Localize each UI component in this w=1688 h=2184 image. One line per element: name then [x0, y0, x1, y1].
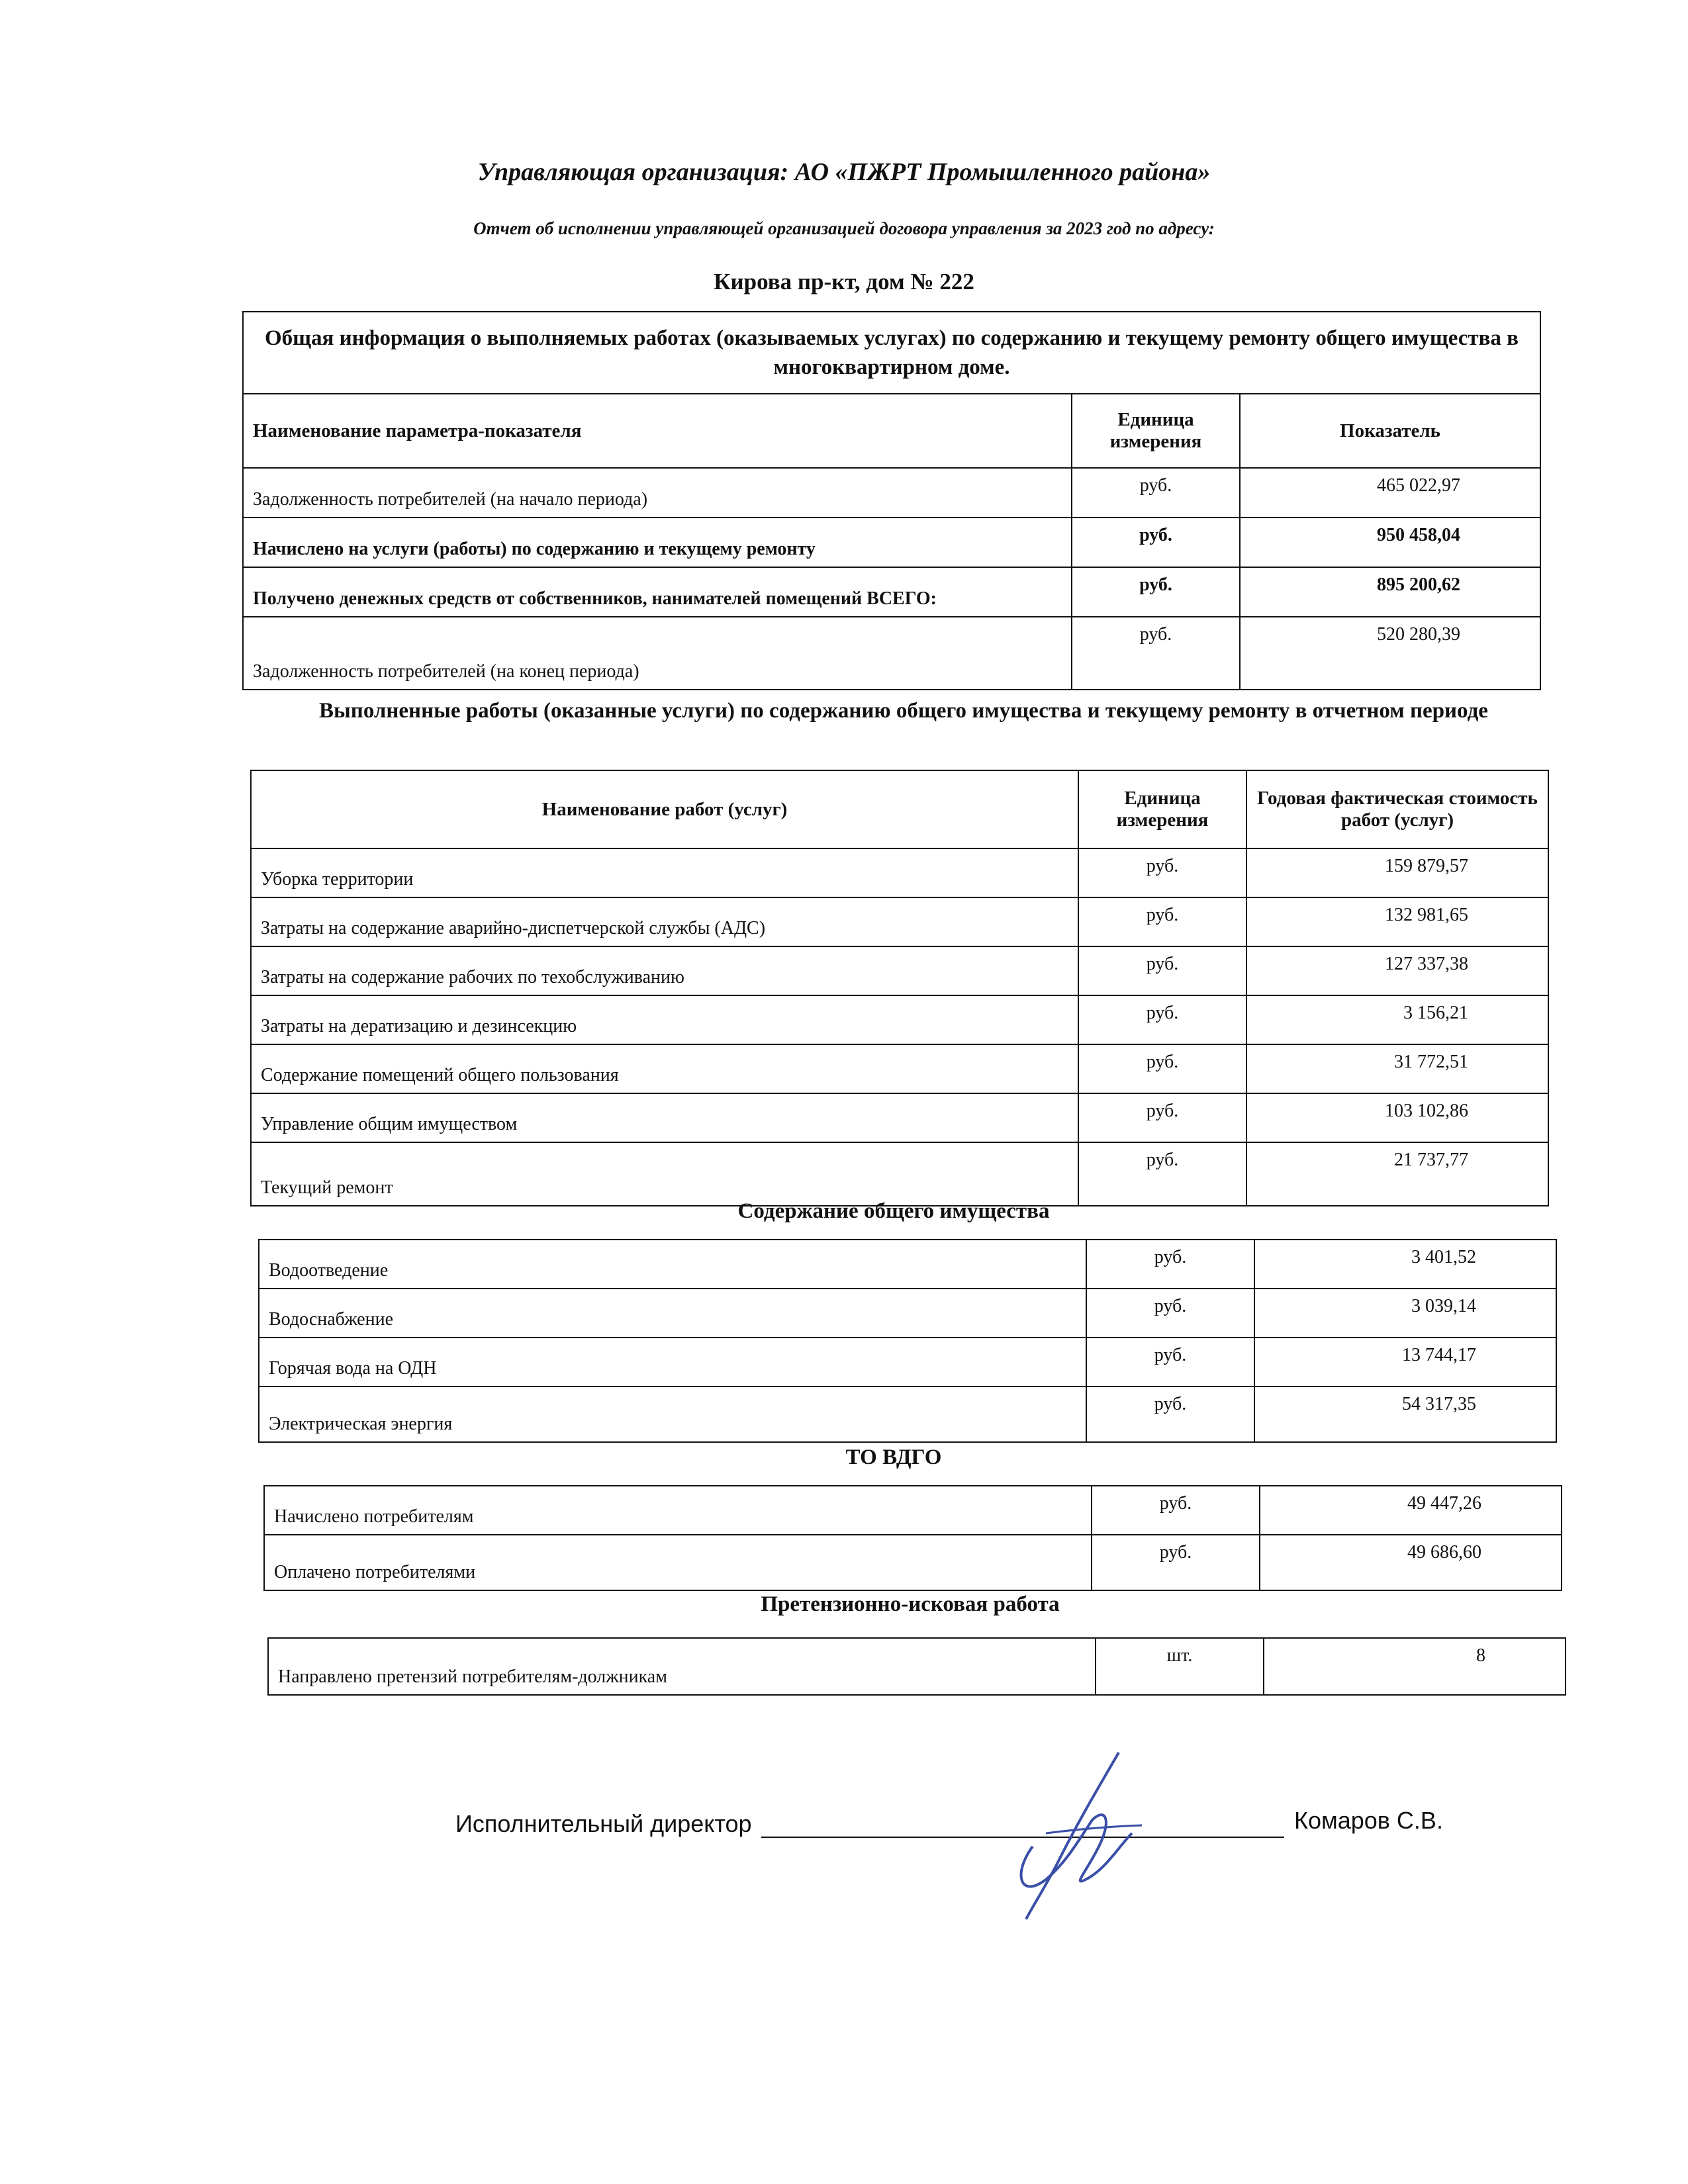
- row-unit: руб.: [1086, 1240, 1254, 1289]
- table-row: [243, 617, 1540, 690]
- table-row: [243, 518, 1540, 567]
- row-name: Получено денежных средств от собственников, нанимателей помещений ВСЕГО:: [243, 567, 1072, 617]
- row-value: 8: [1264, 1638, 1566, 1695]
- table-row: [259, 1289, 1556, 1338]
- signatory-position: Исполнительный директор: [455, 1810, 752, 1837]
- row-value: 895 200,62: [1240, 567, 1540, 617]
- general-info-caption: Общая информация о выполняемых работах (оказываемых услугах) по содержанию и текущему ремонту общего имущества в многоквартирном доме.: [243, 312, 1540, 394]
- row-unit: руб.: [1086, 1338, 1254, 1387]
- signature-block: [0, 1800, 1688, 1906]
- row-name: Уборка территории: [251, 848, 1078, 897]
- row-unit: руб.: [1086, 1387, 1254, 1442]
- table-row: [264, 1535, 1562, 1590]
- table-row: [251, 1044, 1548, 1093]
- row-value: 21 737,77: [1246, 1142, 1548, 1206]
- row-name: Горячая вода на ОДН: [259, 1338, 1086, 1387]
- row-name: Затраты на содержание рабочих по техобслуживанию: [251, 946, 1078, 995]
- column-header-annual-cost: Годовая фактическая стоимость работ (услуг): [1246, 770, 1548, 848]
- row-name: Направлено претензий потребителям-должникам: [268, 1638, 1096, 1695]
- row-value: 127 337,38: [1246, 946, 1548, 995]
- row-value: 3 401,52: [1254, 1240, 1556, 1289]
- row-value: 3 156,21: [1246, 995, 1548, 1044]
- row-value: 13 744,17: [1254, 1338, 1556, 1387]
- column-header-parameter: Наименование параметра-показателя: [243, 394, 1072, 468]
- row-unit: руб.: [1086, 1289, 1254, 1338]
- table-row: [251, 946, 1548, 995]
- row-unit: руб.: [1092, 1535, 1260, 1590]
- table-row: [259, 1240, 1556, 1289]
- row-value: 159 879,57: [1246, 848, 1548, 897]
- row-name: Оплачено потребителями: [264, 1535, 1092, 1590]
- row-name: Задолженность потребителей (на начало периода): [243, 468, 1072, 518]
- works-heading: Выполненные работы (оказанные услуги) по содержанию общего имущества и текущему ремонту в отчетном периоде: [319, 699, 1488, 723]
- report-title: Отчет об исполнении управляющей организацией договора управления за 2023 год по адресу:: [473, 218, 1215, 238]
- row-unit: руб.: [1072, 567, 1240, 617]
- row-value: 520 280,39: [1240, 617, 1540, 690]
- row-unit: руб.: [1072, 468, 1240, 518]
- row-name: Затраты на содержание аварийно-диспетчерской службы (АДС): [251, 897, 1078, 946]
- column-header-work-name: Наименование работ (услуг): [251, 770, 1078, 848]
- column-header-unit: Единица измерения: [1078, 770, 1246, 848]
- table-row: [259, 1338, 1556, 1387]
- row-name: Водоотведение: [259, 1240, 1086, 1289]
- row-unit: руб.: [1078, 1142, 1246, 1206]
- table-row: [268, 1638, 1566, 1695]
- table-row: [251, 995, 1548, 1044]
- table-row: [251, 1093, 1548, 1142]
- row-name: Управление общим имуществом: [251, 1093, 1078, 1142]
- row-value: 950 458,04: [1240, 518, 1540, 567]
- table-row: [264, 1486, 1562, 1535]
- general-info-table: [242, 311, 1541, 690]
- table-row: [259, 1387, 1556, 1442]
- vdgo-table: [263, 1485, 1562, 1591]
- signatory-name: Комаров С.В.: [1294, 1807, 1443, 1834]
- works-table: [250, 770, 1549, 1206]
- vdgo-heading: ТО ВДГО: [845, 1445, 942, 1469]
- row-name: Текущий ремонт: [251, 1142, 1078, 1206]
- row-value: 49 447,26: [1260, 1486, 1562, 1535]
- row-name: Содержание помещений общего пользования: [251, 1044, 1078, 1093]
- handwritten-signature: [1006, 1747, 1152, 1933]
- row-name: Затраты на дератизацию и дезинсекцию: [251, 995, 1078, 1044]
- row-unit: шт.: [1096, 1638, 1264, 1695]
- organization-title: Управляющая организация: АО «ПЖРТ Промышленного района»: [477, 158, 1211, 186]
- table-row: [243, 468, 1540, 518]
- row-name: Задолженность потребителей (на конец периода): [243, 617, 1072, 690]
- row-unit: руб.: [1078, 1093, 1246, 1142]
- row-name: Водоснабжение: [259, 1289, 1086, 1338]
- row-unit: руб.: [1078, 848, 1246, 897]
- row-value: 49 686,60: [1260, 1535, 1562, 1590]
- row-unit: руб.: [1072, 617, 1240, 690]
- table-row: [251, 848, 1548, 897]
- row-unit: руб.: [1092, 1486, 1260, 1535]
- row-name: Начислено потребителям: [264, 1486, 1092, 1535]
- row-unit: руб.: [1078, 946, 1246, 995]
- claims-heading: Претензионно-исковая работа: [761, 1592, 1060, 1616]
- address: Кирова пр-кт, дом № 222: [714, 269, 974, 295]
- common-property-heading: Содержание общего имущества: [737, 1199, 1050, 1223]
- table-row: [251, 897, 1548, 946]
- row-unit: руб.: [1078, 995, 1246, 1044]
- column-header-value: Показатель: [1240, 394, 1540, 468]
- row-value: 465 022,97: [1240, 468, 1540, 518]
- row-name: Электрическая энергия: [259, 1387, 1086, 1442]
- common-property-table: [258, 1239, 1557, 1443]
- row-value: 3 039,14: [1254, 1289, 1556, 1338]
- row-value: 31 772,51: [1246, 1044, 1548, 1093]
- claims-table: [267, 1637, 1566, 1696]
- column-header-unit: Единица измерения: [1072, 394, 1240, 468]
- row-value: 132 981,65: [1246, 897, 1548, 946]
- row-unit: руб.: [1078, 897, 1246, 946]
- row-value: 103 102,86: [1246, 1093, 1548, 1142]
- row-unit: руб.: [1078, 1044, 1246, 1093]
- row-value: 54 317,35: [1254, 1387, 1556, 1442]
- row-unit: руб.: [1072, 518, 1240, 567]
- row-name: Начислено на услуги (работы) по содержанию и текущему ремонту: [243, 518, 1072, 567]
- table-row: [243, 567, 1540, 617]
